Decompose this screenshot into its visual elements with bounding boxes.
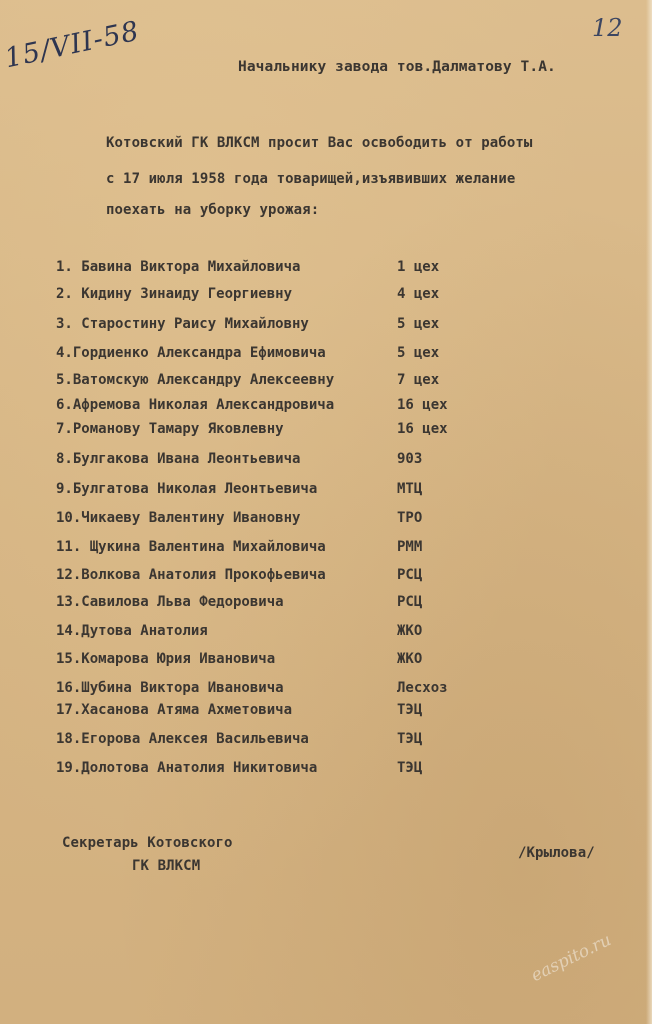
- list-item: [56, 651, 476, 671]
- list-item-dept: ТЭЦ: [397, 731, 423, 747]
- list-item-name: 15.Комарова Юрия Ивановича: [56, 651, 276, 667]
- list-item-name: 18.Егорова Алексея Васильевича: [56, 731, 309, 747]
- paper-edge: [646, 0, 652, 1024]
- list-item: [56, 397, 476, 417]
- list-item-name: 13.Савилова Льва Федоровича: [56, 594, 284, 610]
- list-item-name: 2. Кидину Зинаиду Георгиевну: [56, 286, 293, 302]
- list-item-name: 7.Романову Тамару Яковлевну: [56, 421, 284, 437]
- list-item-name: 12.Волкова Анатолия Прокофьевича: [56, 567, 326, 583]
- list-item-name: 5.Ватомскую Александру Алексеевну: [56, 372, 335, 388]
- list-item-dept: 7 цех: [397, 372, 440, 388]
- list-item: [56, 481, 476, 501]
- list-item-dept: РСЦ: [397, 567, 423, 583]
- list-item: [56, 594, 476, 614]
- list-item-name: 16.Шубина Виктора Ивановича: [56, 680, 284, 696]
- list-item-dept: ТЭЦ: [397, 760, 423, 776]
- list-item: [56, 539, 476, 559]
- list-item-dept: ТРО: [397, 510, 423, 526]
- signature-title-line-2: ГК ВЛКСМ: [132, 858, 201, 874]
- list-item: [56, 623, 476, 643]
- list-item-dept: 5 цех: [397, 345, 440, 361]
- list-item-name: 4.Гордиенко Александра Ефимовича: [56, 345, 326, 361]
- list-item-dept: РММ: [397, 539, 423, 555]
- body-line-3: поехать на уборку урожая:: [106, 202, 320, 218]
- list-item: [56, 510, 476, 530]
- watermark: easpito.ru: [528, 930, 615, 986]
- list-item-dept: Лесхоз: [397, 680, 448, 696]
- signature-title-line-1: Секретарь Котовского: [62, 835, 233, 851]
- list-item-dept: 16 цех: [397, 421, 448, 437]
- addressee-line: Начальнику завода тов.Далматову Т.А.: [238, 59, 556, 75]
- list-item: [56, 259, 476, 279]
- list-item-name: 8.Булгакова Ивана Леонтьевича: [56, 451, 301, 467]
- handwritten-page-number: 12: [592, 14, 623, 42]
- list-item-dept: МТЦ: [397, 481, 423, 497]
- list-item-dept: ТЭЦ: [397, 702, 423, 718]
- list-item-name: 19.Долотова Анатолия Никитовича: [56, 760, 318, 776]
- list-item-dept: 5 цех: [397, 316, 440, 332]
- list-item: [56, 567, 476, 587]
- list-item-dept: 1 цех: [397, 259, 440, 275]
- list-item-dept: 903: [397, 451, 423, 467]
- body-line-2: с 17 июля 1958 года товарищей,изъявивших желание: [106, 171, 516, 187]
- body-line-1: Котовский ГК ВЛКСМ просит Вас освободить от работы: [106, 135, 533, 151]
- list-item-dept: 16 цех: [397, 397, 448, 413]
- list-item: [56, 421, 476, 441]
- handwritten-date: 15/VII-58: [2, 15, 143, 75]
- list-item: [56, 760, 476, 780]
- list-item-name: 11. Щукина Валентина Михайловича: [56, 539, 326, 555]
- list-item-dept: ЖКО: [397, 623, 423, 639]
- list-item: [56, 372, 476, 392]
- list-item-dept: 4 цех: [397, 286, 440, 302]
- list-item-name: 3. Старостину Раису Михайловну: [56, 316, 309, 332]
- list-item: [56, 731, 476, 751]
- list-item-name: 9.Булгатова Николая Леонтьевича: [56, 481, 318, 497]
- list-item-dept: РСЦ: [397, 594, 423, 610]
- list-item-name: 14.Дутова Анатолия: [56, 623, 208, 639]
- list-item-dept: ЖКО: [397, 651, 423, 667]
- list-item: [56, 451, 476, 471]
- list-item: [56, 680, 476, 700]
- list-item-name: 6.Афремова Николая Александровича: [56, 397, 335, 413]
- list-item-name: 10.Чикаеву Валентину Ивановну: [56, 510, 301, 526]
- list-item: [56, 702, 476, 722]
- list-item: [56, 316, 476, 336]
- list-item: [56, 345, 476, 365]
- list-item: [56, 286, 476, 306]
- list-item-name: 17.Хасанова Атяма Ахметовича: [56, 702, 293, 718]
- list-item-name: 1. Бавина Виктора Михайловича: [56, 259, 301, 275]
- signature-name: /Крылова/: [518, 845, 595, 861]
